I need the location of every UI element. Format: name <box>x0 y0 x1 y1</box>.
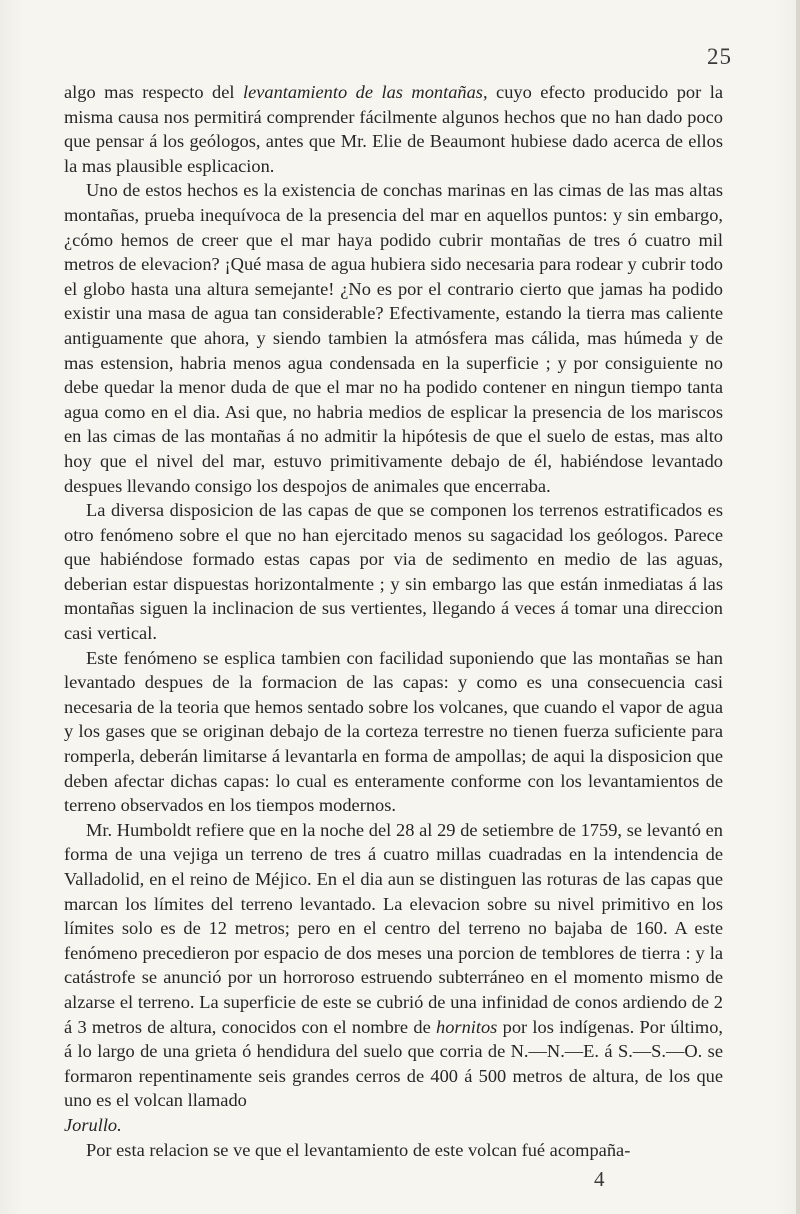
paragraph: La diversa disposicion de las capas de que se componen los terrenos estratificados es otro fenómeno sobre el que no han ejercitado menos su sagacidad los geólogos. Parece que habiéndose formado estas capas por via de sedimento en medio de las aguas, deberian estar dispuestas horizontalmente ; y sin embargo las que están inmediatas á las montañas siguen la inclinacion de sus vertientes, llegando á veces á tomar una direccion casi vertical. <box>64 500 723 644</box>
italic-term: hornitos <box>436 1016 498 1037</box>
page-edge <box>796 0 800 1214</box>
italic-term: Jorullo. <box>64 1114 122 1135</box>
paragraph: Mr. Humboldt refiere que en la noche del 28 al 29 de setiembre de 1759, se levantó en forma de una vejiga un terreno de tres á cuatro millas cuadradas en la intendencia de Valladolid, en el reino de Méjico. En el dia aun se distinguen las roturas de las capas que marcan los límites del terreno levantado. La elevacion sobre su nivel primitivo en los límites solo es de 12 metros; pero en el centro del terreno no bajaba de 160. A este fenómeno precedieron por espacio de dos meses una porcion de temblores de tierra : y la catástrofe se anunció por un horroroso estruendo subterráneo en el momento mismo de alzarse el terreno. La superficie de este se cubrió de una infinidad de conos ardiendo de 2 á 3 metros de altura, conocidos con el nombre de hornitos por los indígenas. Por último, á lo largo de una grieta ó hendidura del suelo que corria de N.—N.—E. á S.—S.—O. se formaron repentinamente seis grandes cerros de 400 á 500 metros de altura, de los que uno es el volcan llamado Jorullo. <box>64 819 723 1135</box>
paragraph: Por esta relacion se ve que el levantamiento de este volcan fué acompaña- <box>86 1139 631 1160</box>
body-text <box>64 80 723 1162</box>
page-number: 25 <box>707 44 732 69</box>
italic-term: levantamiento de las montañas <box>242 82 483 102</box>
signature-mark: 4 <box>594 1167 605 1191</box>
paragraph: Uno de estos hechos es la existencia de conchas marinas en las cimas de las mas altas montañas, prueba inequívoca de la presencia del mar en aquellos puntos: y sin embargo, ¿cómo hemos de creer que el mar haya podido cubrir montañas de tres ó cuatro mil metros de elevacion? ¡Qué masa de agua hubiera sido necesaria para rodear y cubrir todo el globo hasta una altura semejante! ¿No es por el contrario cierto que jamas ha podido existir una masa de agua tan considerable? Efectivamente, estando la tierra mas caliente antiguamente que ahora, y siendo tambien la atmósfera mas cálida, mas húmeda y de mas estension, habria menos agua condensada en la superficie ; y por consiguiente no debe quedar la menor duda de que el mar no ha podido contener en ningun tiempo tanta agua como en el dia. Asi que, no habria medios de esplicar la presencia de los mariscos en las cimas de las montañas á no admitir la hipótesis de que el suelo de estas, mas alto hoy que el nivel del mar, estuvo primitivamente debajo de él, habiéndose levantado despues llevando consigo los despojos de animales que encerraba. <box>64 180 723 496</box>
paragraph: Este fenómeno se esplica tambien con facilidad suponiendo que las montañas se han levantado despues de la formacion de las capas: y como es una consecuencia casi necesaria de la teoria que hemos sentado sobre los volcanes, que cuando el vapor de agua y los gases que se originan debajo de la corteza terrestre no tienen fuerza suficiente para romperla, deberán limitarse á levantarla en forma de ampollas; de aqui la disposicion que deben afectar dichas capas: lo cual es enteramente conforme con los levantamientos de terreno observados en los tiempos modernos. <box>64 647 723 816</box>
paragraph: algo mas respecto del levantamiento de las montañas, cuyo efecto producido por la misma causa nos permitirá comprender fácilmente algunos hechos que no han dado poco que pensar á los geólogos, antes que Mr. Elie de Beaumont hubiese dado acerca de ellos la mas plausible esplicacion. <box>64 82 723 176</box>
